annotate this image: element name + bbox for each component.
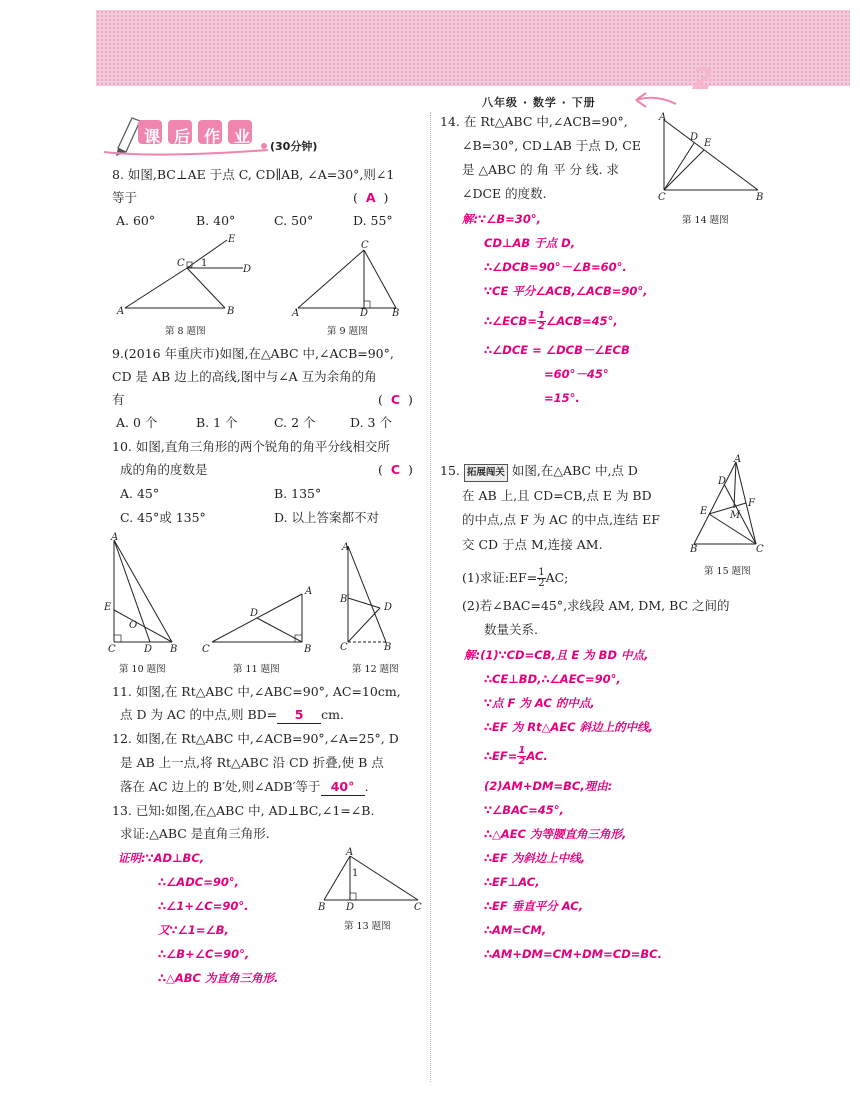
q10-option-a: A. 45°	[120, 486, 160, 501]
figure-14	[654, 112, 770, 204]
figure-10	[102, 532, 182, 656]
q8-answer: A	[365, 190, 376, 205]
svg-text:A: A	[111, 532, 119, 543]
svg-text:D: D	[360, 308, 369, 319]
q13-proof-6: ∴△ABC 为直角三角形.	[158, 971, 279, 985]
q14-line2: ∠B=30°, CD⊥AB 于点 D, CE	[462, 138, 641, 153]
figure-9	[290, 238, 405, 320]
q13-proof-2: ∴∠ADC=90°,	[158, 875, 239, 889]
q8-line2: 等于	[112, 190, 138, 205]
q9-line1: 9.(2016 年重庆市)如图,在△ABC 中,∠ACB=90°,	[112, 346, 394, 361]
svg-text:B′: B′	[340, 594, 350, 605]
q11-answer: 5	[277, 707, 321, 724]
q8-option-b: B. 40°	[196, 213, 236, 228]
svg-text:C: C	[340, 642, 348, 653]
svg-text:B: B	[690, 544, 698, 555]
svg-text:A: A	[117, 306, 125, 317]
q12-line2: 是 AB 上一点,将 Rt△ABC 沿 CD 折叠,使 B 点	[120, 755, 384, 770]
svg-text:B: B	[304, 644, 312, 655]
svg-text:C: C	[202, 644, 210, 655]
q9-line3: 有	[112, 392, 125, 407]
figure-12	[336, 536, 406, 656]
fig11-caption: 第 11 题图	[233, 664, 280, 675]
svg-text:D: D	[243, 264, 252, 275]
q12-line1: 12. 如图,在 Rt△ABC 中,∠ACB=90°,∠A=25°, D	[112, 731, 399, 746]
q15-line3: 的中点,点 F 为 AC 的中点,连结 EF	[462, 512, 660, 527]
q14-sol-6: ∴∠DCE = ∠DCB－∠ECB	[484, 343, 630, 357]
svg-text:C: C	[414, 902, 422, 913]
svg-text:M: M	[730, 510, 741, 521]
q11-line2: 点 D 为 AC 的中点,则 BD= 5 cm.	[120, 707, 344, 722]
q14-line3: 是 △ABC 的 角 平 分 线. 求	[462, 162, 619, 177]
svg-text:D: D	[250, 608, 259, 619]
q15-sol-7: ∵∠BAC=45°,	[484, 803, 564, 817]
q15-sol-5: ∴EF= $\frac{1}{2}$ AC.	[484, 745, 548, 767]
q14-sol-5: ∴∠ECB= $\frac{1}{2}$ ∠ACB=45°,	[484, 310, 618, 332]
svg-text:E: E	[228, 234, 236, 245]
q8-answer-paren: ( A )	[353, 190, 389, 205]
svg-text:1: 1	[352, 868, 359, 879]
q10-option-c: C. 45°或 135°	[120, 510, 206, 525]
q15-part2-l1: (2)若∠BAC=45°,求线段 AM, DM, BC 之间的	[462, 598, 730, 613]
svg-text:B: B	[392, 308, 400, 319]
q9-answer: C	[390, 392, 401, 407]
q9-option-d: D. 3 个	[350, 415, 392, 430]
q13-proof-1: 证明:∵AD⊥BC,	[118, 851, 205, 865]
svg-text:E: E	[700, 506, 708, 517]
q9-option-c: C. 2 个	[274, 415, 316, 430]
q15-tag: 拓展闯关	[464, 464, 508, 482]
svg-text:E: E	[104, 602, 112, 613]
q14-line4: ∠DCE 的度数.	[462, 186, 547, 201]
svg-text:B: B	[227, 306, 235, 317]
fig9-caption: 第 9 题图	[327, 326, 368, 337]
svg-text:B: B	[318, 902, 326, 913]
svg-text:C: C	[756, 544, 764, 555]
book-title: 八年级 · 数学 · 下册	[482, 96, 596, 109]
q13-proof-5: ∴∠B+∠C=90°,	[158, 947, 250, 961]
q15-sol-8: ∴△AEC 为等腰直角三角形,	[484, 827, 627, 841]
q9-line2: CD 是 AB 边上的高线,图中与∠A 互为余角的角	[112, 369, 377, 384]
q15-line2: 在 AB 上,且 CD=CB,点 E 为 BD	[462, 488, 652, 503]
section-title: 课后作业	[144, 127, 265, 146]
svg-text:A: A	[292, 308, 300, 319]
column-divider	[430, 112, 432, 1082]
figure-15	[686, 454, 770, 558]
q15-sol-1: 解:(1)∵CD=CB,且 E 为 BD 中点,	[464, 648, 649, 662]
svg-text:B: B	[384, 642, 392, 653]
q14-sol-3: ∴∠DCB=90°－∠B=60°.	[484, 260, 627, 274]
svg-text:C: C	[658, 192, 666, 203]
q8-option-c: C. 50°	[274, 213, 314, 228]
svg-text:B: B	[170, 644, 178, 655]
svg-text:E: E	[704, 138, 712, 149]
svg-text:C: C	[361, 240, 369, 251]
q14-sol-2: CD⊥AB 于点 D,	[484, 236, 576, 250]
header-band	[96, 10, 850, 86]
svg-text:D: D	[144, 644, 153, 655]
q10-line1: 10. 如图,直角三角形的两个锐角的角平分线相交所	[112, 439, 390, 454]
q8-line1: 8. 如图,BC⊥AE 于点 C, CD∥AB, ∠A=30°,则∠1	[112, 167, 395, 182]
q13-line2: 求证:△ABC 是直角三角形.	[120, 826, 270, 841]
q15-part2-l2: 数量关系.	[484, 622, 538, 637]
q13-line1: 13. 已知:如图,在△ABC 中, AD⊥BC,∠1=∠B.	[112, 803, 375, 818]
q9-option-a: A. 0 个	[116, 415, 158, 430]
page-number: 2	[692, 62, 713, 97]
svg-text:A: A	[734, 454, 742, 465]
q11-line1: 11. 如图,在 Rt△ABC 中,∠ABC=90°, AC=10cm,	[112, 684, 401, 699]
q14-sol-8: =15°.	[544, 391, 580, 405]
q15-sol-12: ∴AM=CM,	[484, 923, 547, 937]
fig14-caption: 第 14 题图	[682, 215, 729, 226]
svg-text:D: D	[384, 602, 393, 613]
q10-answer-paren: ( C )	[378, 462, 413, 477]
figure-13	[314, 846, 424, 914]
arrow-icon	[632, 90, 682, 110]
q14-sol-1: 解:∵∠B=30°,	[462, 212, 541, 226]
q15-sol-9: ∴EF 为斜边上中线,	[484, 851, 586, 865]
svg-text:A: A	[659, 112, 667, 123]
svg-text:A: A	[346, 847, 354, 858]
svg-text:C: C	[108, 644, 116, 655]
fig15-caption: 第 15 题图	[704, 566, 751, 577]
section-time: (30分钟)	[270, 140, 318, 153]
q10-option-b: B. 135°	[274, 486, 322, 501]
fig12-caption: 第 12 题图	[352, 664, 399, 675]
q13-proof-3: ∴∠1+∠C=90°.	[158, 899, 249, 913]
fig13-caption: 第 13 题图	[344, 921, 391, 932]
q14-sol-7: =60°－45°	[544, 367, 609, 381]
q15-line1: 15. 拓展闯关 如图,在△ABC 中,点 D	[440, 463, 638, 482]
q15-sol-13: ∴AM+DM=CM+DM=CD=BC.	[484, 947, 662, 961]
q8-option-a: A. 60°	[116, 213, 156, 228]
q14-sol-4: ∵CE 平分∠ACB,∠ACB=90°,	[484, 284, 648, 298]
q15-sol-4: ∴EF 为 Rt△AEC 斜边上的中线,	[484, 720, 653, 734]
q15-sol-2: ∴CE⊥BD,∴∠AEC=90°,	[484, 672, 621, 686]
q8-option-d: D. 55°	[353, 213, 393, 228]
svg-text:D: D	[346, 902, 355, 913]
q15-sol-3: ∵点 F 为 AC 的中点,	[484, 696, 595, 710]
fig10-caption: 第 10 题图	[119, 664, 166, 675]
svg-text:F: F	[748, 498, 755, 509]
q15-sol-10: ∴EF⊥AC,	[484, 875, 540, 889]
svg-text:O: O	[129, 620, 138, 631]
q12-answer: 40°	[321, 779, 365, 796]
q10-answer: C	[390, 462, 401, 477]
q15-line4: 交 CD 于点 M,连接 AM.	[462, 537, 603, 552]
fig8-caption: 第 8 题图	[165, 326, 206, 337]
q15-sol-6: (2)AM+DM=BC,理由:	[484, 779, 613, 793]
svg-text:1: 1	[201, 258, 208, 269]
svg-text:A: A	[342, 542, 350, 553]
q13-proof-4: 又∵∠1=∠B,	[158, 923, 229, 937]
figure-11	[198, 580, 323, 656]
q15-part1: (1)求证:EF= $\frac{1}{2}$ AC;	[462, 567, 569, 589]
svg-text:B: B	[756, 192, 764, 203]
figure-8	[115, 232, 260, 320]
q12-line3: 落在 AC 边上的 B′处,则∠ADB′等于 40° .	[120, 779, 369, 794]
svg-text:A: A	[305, 586, 313, 597]
q10-line2: 成的角的度数是	[120, 462, 208, 477]
q10-option-d: D. 以上答案都不对	[274, 510, 380, 525]
q9-answer-paren: ( C )	[378, 392, 413, 407]
svg-text:C: C	[177, 258, 185, 269]
svg-text:D: D	[690, 132, 699, 143]
q9-option-b: B. 1 个	[196, 415, 238, 430]
q15-sol-11: ∴EF 垂直平分 AC,	[484, 899, 584, 913]
svg-text:D: D	[718, 476, 727, 487]
q14-line1: 14. 在 Rt△ABC 中,∠ACB=90°,	[440, 114, 628, 129]
